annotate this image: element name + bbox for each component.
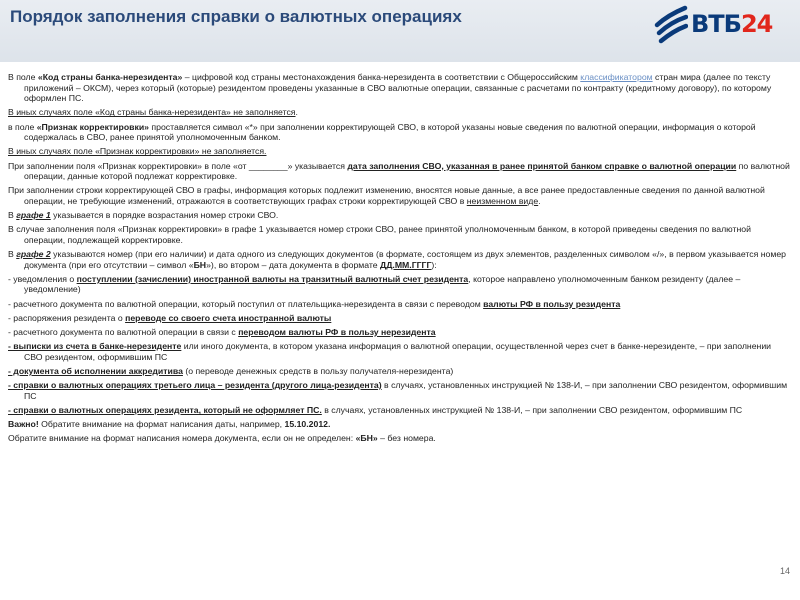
emphasis: - справки о валютных операциях третьего лица – резидента (другого лица-резидента) bbox=[8, 380, 382, 391]
note-number-format bbox=[8, 433, 790, 444]
paragraph-column-1-correction bbox=[8, 224, 790, 245]
paragraph-country-code bbox=[8, 72, 790, 104]
text: При заполнении поля «Признак корректировки» в поле «от ________» указывается bbox=[8, 160, 348, 171]
date-format: ДД.ММ.ГГГГ bbox=[380, 259, 432, 270]
paragraph-column-2 bbox=[8, 249, 790, 270]
text: В иных случаях поле «Код страны банка-нерезидента» не заполняется bbox=[8, 107, 296, 118]
list-item bbox=[8, 405, 790, 416]
paragraph-column-1 bbox=[8, 210, 790, 221]
page-title: Порядок заполнения справки о валютных операциях bbox=[10, 7, 462, 26]
text: ): bbox=[431, 259, 437, 270]
list-item bbox=[8, 327, 790, 338]
emphasis: - выписки из счета в банке-нерезиденте bbox=[8, 341, 182, 352]
emphasis: валюты РФ в пользу резидента bbox=[483, 298, 621, 309]
emphasis: поступлении (зачислении) иностранной валюты на транзитный валютный счет резидента bbox=[76, 273, 469, 284]
text: В случае заполнения поля «Признак корректировки» в графе 1 указывается номер строки СВО, ранее принятой уполномоченным банком, в которой приведены сведения по валютной операции, подлежащей корректировке. bbox=[8, 224, 751, 245]
list-item bbox=[8, 341, 790, 362]
text: – без номера. bbox=[377, 433, 436, 444]
list-item bbox=[8, 274, 790, 295]
important-label: Важно! bbox=[8, 419, 39, 430]
text: В поле bbox=[8, 72, 38, 82]
emphasis: «БН» bbox=[355, 433, 378, 444]
emphasis: переводом валюты РФ в пользу нерезидента bbox=[238, 327, 436, 337]
column-ref: графе 1 bbox=[16, 210, 51, 221]
paragraph-correction-sign bbox=[8, 122, 790, 143]
text: по валютной операции, данные которой подлежат корректировке. bbox=[24, 160, 790, 182]
classifier-link[interactable]: классификатором bbox=[580, 72, 653, 82]
text: – цифровой код страны местонахождения банка-нерезидента в соответствии с Общероссийским bbox=[182, 72, 581, 82]
paragraph-correction-row bbox=[8, 185, 790, 206]
paragraph-country-code-other bbox=[8, 107, 790, 118]
list-item bbox=[8, 366, 790, 377]
text: - расчетного документа по валютной операции в связи с bbox=[8, 327, 239, 337]
text: в случаях, установленных инструкцией № 138-И, – при заполнении СВО резидентом, оформившим ПС bbox=[24, 380, 788, 401]
date-example: 15.10.2012. bbox=[284, 419, 331, 430]
emphasis: БН bbox=[193, 259, 207, 270]
note-date-format bbox=[8, 419, 790, 430]
slide-header bbox=[0, 0, 800, 62]
text: или иного документа, в котором указана информация о валютной операции, осуществленной через счет в банке-нерезиденте, – при заполнении СВО резидентом, оформившим ПС bbox=[24, 341, 772, 362]
emphasis: - документа об исполнении аккредитива bbox=[8, 365, 183, 376]
column-ref: графе 2 bbox=[16, 249, 51, 260]
list-item bbox=[8, 313, 790, 324]
list-item bbox=[8, 299, 790, 310]
logo-prefix: ВТБ bbox=[691, 10, 741, 38]
text: (о переводе денежных средств в пользу получателя-нерезидента) bbox=[182, 365, 454, 376]
paragraph-correction-date bbox=[8, 161, 790, 182]
text: »), во втором – дата документа в формате bbox=[206, 259, 381, 270]
text: , которое направлено уполномоченным банком резиденту (далее – уведомление) bbox=[24, 273, 741, 295]
emphasis: дата заполнения СВО, указанная в ранее принятой банком справке о валютной операции bbox=[347, 160, 737, 171]
page-number: 14 bbox=[779, 566, 790, 576]
text: указывается в порядке возрастания номер строки СВО. bbox=[50, 210, 279, 221]
text: В иных случаях поле «Признак корректировки» не заполняется. bbox=[8, 146, 267, 157]
emphasis: - справки о валютных операциях резидента, который не оформляет ПС. bbox=[8, 404, 322, 415]
text: В bbox=[8, 210, 17, 221]
text: - уведомления о bbox=[8, 273, 77, 284]
text: Обратите внимание на формат написания даты, например, bbox=[38, 419, 285, 430]
text: в случаях, установленных инструкцией № 138-И, – при заполнении СВО резидентом, оформившим ПС bbox=[321, 404, 743, 415]
text: - распоряжения резидента о bbox=[8, 312, 126, 323]
text: . bbox=[538, 195, 541, 206]
text: Обратите внимание на формат написания номера документа, если он не определен: bbox=[8, 433, 356, 444]
text: стран мира (далее по тексту приложений – ОКСМ), через который (которые) резидентом проведены указанные в СВО валютные операции, связанные с расчетами по контракту (кредитному договору), по которому оформлен ПС. bbox=[24, 72, 772, 104]
text: При заполнении строки корректирующей СВО в графы, информация которых подлежит изменению, вносятся новые данные, а все ранее предоставленные сведения по данной валютной операции, не требующие изменений, отражаются в соответствующих графах строки корректирующей СВО в bbox=[8, 185, 765, 206]
text: проставляется символ «*» при заполнении корректирующей СВО, в которой указаны новые сведения по валютной операции, информация о которой содержалась в СВО, ранее принятой уполномоченным банком. bbox=[24, 121, 756, 143]
vtb24-logo bbox=[654, 3, 792, 47]
field-name: «Код страны банка-нерезидента» bbox=[37, 72, 183, 82]
slide-content bbox=[8, 72, 790, 448]
list-item bbox=[8, 380, 790, 401]
logo-wordmark bbox=[691, 8, 772, 40]
emphasis: переводе со своего счета иностранной валюты bbox=[125, 312, 332, 323]
text: - расчетного документа по валютной операции, который поступил от плательщика-нерезидента в связи с переводом bbox=[8, 298, 484, 309]
paragraph-correction-other bbox=[8, 146, 790, 157]
emphasis: неизменном виде bbox=[466, 195, 539, 206]
text: в поле bbox=[8, 121, 37, 132]
vtb-wave-logo-icon bbox=[654, 3, 688, 47]
logo-number: 24 bbox=[740, 10, 773, 38]
text: . bbox=[295, 107, 298, 118]
text: В bbox=[8, 249, 17, 260]
text: указываются номер (при его наличии) и дата одного из следующих документов (в формате, состоящем из двух элементов, разделенных символом «/», в первом указывается номер документа (при его отсутствии – символ « bbox=[24, 249, 786, 270]
field-name: «Признак корректировки» bbox=[36, 121, 149, 132]
